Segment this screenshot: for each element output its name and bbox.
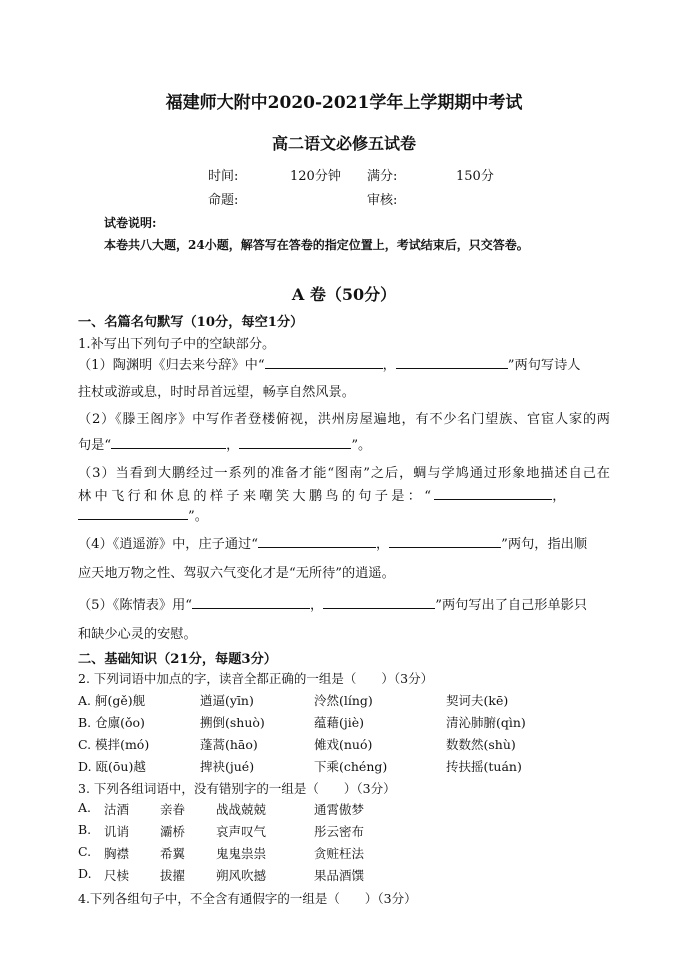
q1-s2-text-b: ， xyxy=(226,438,240,453)
q1-s5-text-b: ， xyxy=(310,598,324,613)
q1-s5-blank-1[interactable] xyxy=(192,596,310,609)
q3-b-1: 讥诮 xyxy=(104,824,130,839)
q1-s1-blank-1[interactable] xyxy=(265,356,383,369)
instructions-label: 试卷说明: xyxy=(104,216,157,230)
q3-b-4: 彤云密布 xyxy=(314,824,365,839)
exam-title: 福建师大附中2020-2021学年上学期期中考试 xyxy=(165,93,523,113)
q1-s1-blank-2[interactable] xyxy=(396,356,508,369)
q1-s1-text-c: ”两句写诗人 xyxy=(507,358,581,373)
q1-s3-text-b: ， xyxy=(552,489,569,504)
q2-d-4: 抟扶摇(tuán) xyxy=(446,759,522,774)
q3-option-b xyxy=(78,822,638,840)
q2-d-2: 捭袂(jué) xyxy=(200,759,255,774)
q1-s3-blank-1[interactable] xyxy=(434,487,552,500)
q3-c-4: 贪赃枉法 xyxy=(314,846,365,861)
q2-a-1: A. 舸(gě)舰 xyxy=(78,693,146,708)
q1-s4-text-a: （4）《逍遥游》中，庄子通过“ xyxy=(78,537,258,552)
q2-option-d xyxy=(78,757,638,775)
q3-option-c xyxy=(78,844,638,862)
q3-d-1: 尺椟 xyxy=(104,868,130,883)
q2-d-1: D. 瓯(ōu)越 xyxy=(78,759,146,774)
time-value: 120分钟 xyxy=(290,169,341,184)
q1-s4-line1 xyxy=(78,533,610,552)
q1-s5-line2: 和缺少心灵的安慰。 xyxy=(78,627,197,642)
q3-option-d xyxy=(78,866,638,884)
q1-s3-text-c: ”。 xyxy=(188,509,208,524)
part2-heading: 二、基础知识（21分，每题3分） xyxy=(78,652,277,667)
q1-s5-blank-2[interactable] xyxy=(323,596,435,609)
author-label: 命题: xyxy=(208,193,239,208)
q1-s3-line2 xyxy=(78,485,610,504)
q2-a-4: 契诃夫(kē) xyxy=(446,693,509,708)
q2-b-3: 蕴藉(jiè) xyxy=(314,715,365,730)
score-value: 150分 xyxy=(456,169,494,184)
part1-heading: 一、名篇名句默写（10分，每空1分） xyxy=(78,315,304,330)
q1-s1-text-a: （1）陶渊明《归去来兮辞》中“ xyxy=(78,358,265,373)
q3-d-3: 朔风吹撼 xyxy=(216,868,267,883)
q2-option-a xyxy=(78,691,638,709)
q2-d-3: 下乘(chéng) xyxy=(314,759,388,774)
q2-c-1: C. 模拌(mó) xyxy=(78,737,150,752)
q1-s5-line1 xyxy=(78,594,610,613)
q1-s2-line2 xyxy=(78,434,610,453)
q3-b-2: 灞桥 xyxy=(160,824,186,839)
q1-s5-text-c: ”两句写出了自己形单影只 xyxy=(435,598,588,613)
q2-c-3: 傩戏(nuó) xyxy=(314,737,373,752)
q1-s4-text-b: ， xyxy=(375,537,390,552)
q3-c-letter: C. xyxy=(78,844,92,859)
section-a-heading: A 卷（50分） xyxy=(291,285,397,304)
q1-s4-line2: 应天地万物之性、驾驭六气变化才是“无所待”的逍遥。 xyxy=(78,566,395,581)
q1-s3-line3 xyxy=(78,505,610,524)
q1-s4-text-c: ”两句，指出顺 xyxy=(501,537,588,552)
score-label: 满分: xyxy=(367,169,398,184)
q3-c-2: 希翼 xyxy=(160,846,186,861)
q3-stem: 3. 下列各组词语中，没有错别字的一组是（ ）（3分） xyxy=(78,781,396,796)
q3-option-a xyxy=(78,800,638,818)
q1-s1-line1 xyxy=(78,354,610,373)
q2-option-c xyxy=(78,735,638,753)
exam-subtitle: 高二语文必修五试卷 xyxy=(271,134,416,153)
q1-s1-text-b: ， xyxy=(382,358,396,373)
q3-a-4: 通霄傲梦 xyxy=(314,802,365,817)
q4-stem: 4.下列各组句子中，不全含有通假字的一组是（ ）（3分） xyxy=(78,891,417,906)
q2-stem: 2. 下列词语中加点的字，读音全都正确的一组是（ ）（3分） xyxy=(78,671,434,686)
q1-s4-blank-1[interactable] xyxy=(258,535,376,548)
q1-s2-blank-2[interactable] xyxy=(239,436,351,449)
q3-a-letter: A. xyxy=(78,800,92,815)
q1-s5-text-a: （5）《陈情表》用“ xyxy=(78,598,193,613)
q3-a-1: 沽酒 xyxy=(104,802,130,817)
q1-s3-line1: （3）当看到大鹏经过一系列的准备才能“图南”之后，蜩与学鸠通过形象地描述自己在 xyxy=(78,466,610,481)
q2-c-2: 蓬蒿(hāo) xyxy=(200,737,258,752)
q3-b-letter: B. xyxy=(78,822,92,837)
q3-c-1: 胸襟 xyxy=(104,846,130,861)
q1-s1-line2: 拄杖或游或息，时时昂首远望，畅享自然风景。 xyxy=(78,385,355,400)
q1-s2-line1: （2）《滕王阁序》中写作者登楼俯视，洪州房屋遍地，有不少名门望族、官宦人家的两 xyxy=(78,412,610,427)
q3-b-3: 哀声叹气 xyxy=(216,824,267,839)
q2-b-4: 清沁肺腑(qìn) xyxy=(446,715,526,730)
q2-a-3: 泠然(líng) xyxy=(314,693,373,708)
q1-s2-text-c: ”。 xyxy=(351,438,372,453)
q3-d-letter: D. xyxy=(78,866,92,881)
q1-s3-text-a: 林中飞行和休息的样子来嘲笑大鹏鸟的句子是：“ xyxy=(78,489,435,504)
q1-s2-blank-1[interactable] xyxy=(111,436,226,449)
q2-c-4: 数数然(shù) xyxy=(446,737,516,752)
q1-s3-blank-2[interactable] xyxy=(78,507,188,520)
q3-d-4: 果品酒馔 xyxy=(314,868,365,883)
q2-b-1: B. 仓廪(ǒo) xyxy=(78,715,145,730)
q1-intro: 1.补写出下列句子中的空缺部分。 xyxy=(78,337,276,352)
q2-option-b xyxy=(78,713,638,731)
reviewer-label: 审核: xyxy=(367,193,398,208)
time-label: 时间: xyxy=(208,169,239,184)
q3-a-3: 战战兢兢 xyxy=(216,802,267,817)
q3-c-3: 鬼鬼祟祟 xyxy=(216,846,267,861)
instructions-text: 本卷共八大题，24小题，解答写在答卷的指定位置上，考试结束后，只交答卷。 xyxy=(104,238,529,252)
q3-d-2: 拔擢 xyxy=(160,868,186,883)
q1-s4-blank-2[interactable] xyxy=(389,535,501,548)
q3-a-2: 亲眷 xyxy=(160,802,186,817)
q2-a-2: 遒逼(yīn) xyxy=(200,693,254,708)
q1-s2-text-a: 句是“ xyxy=(78,438,112,453)
q2-b-2: 搠倒(shuò) xyxy=(200,715,265,730)
